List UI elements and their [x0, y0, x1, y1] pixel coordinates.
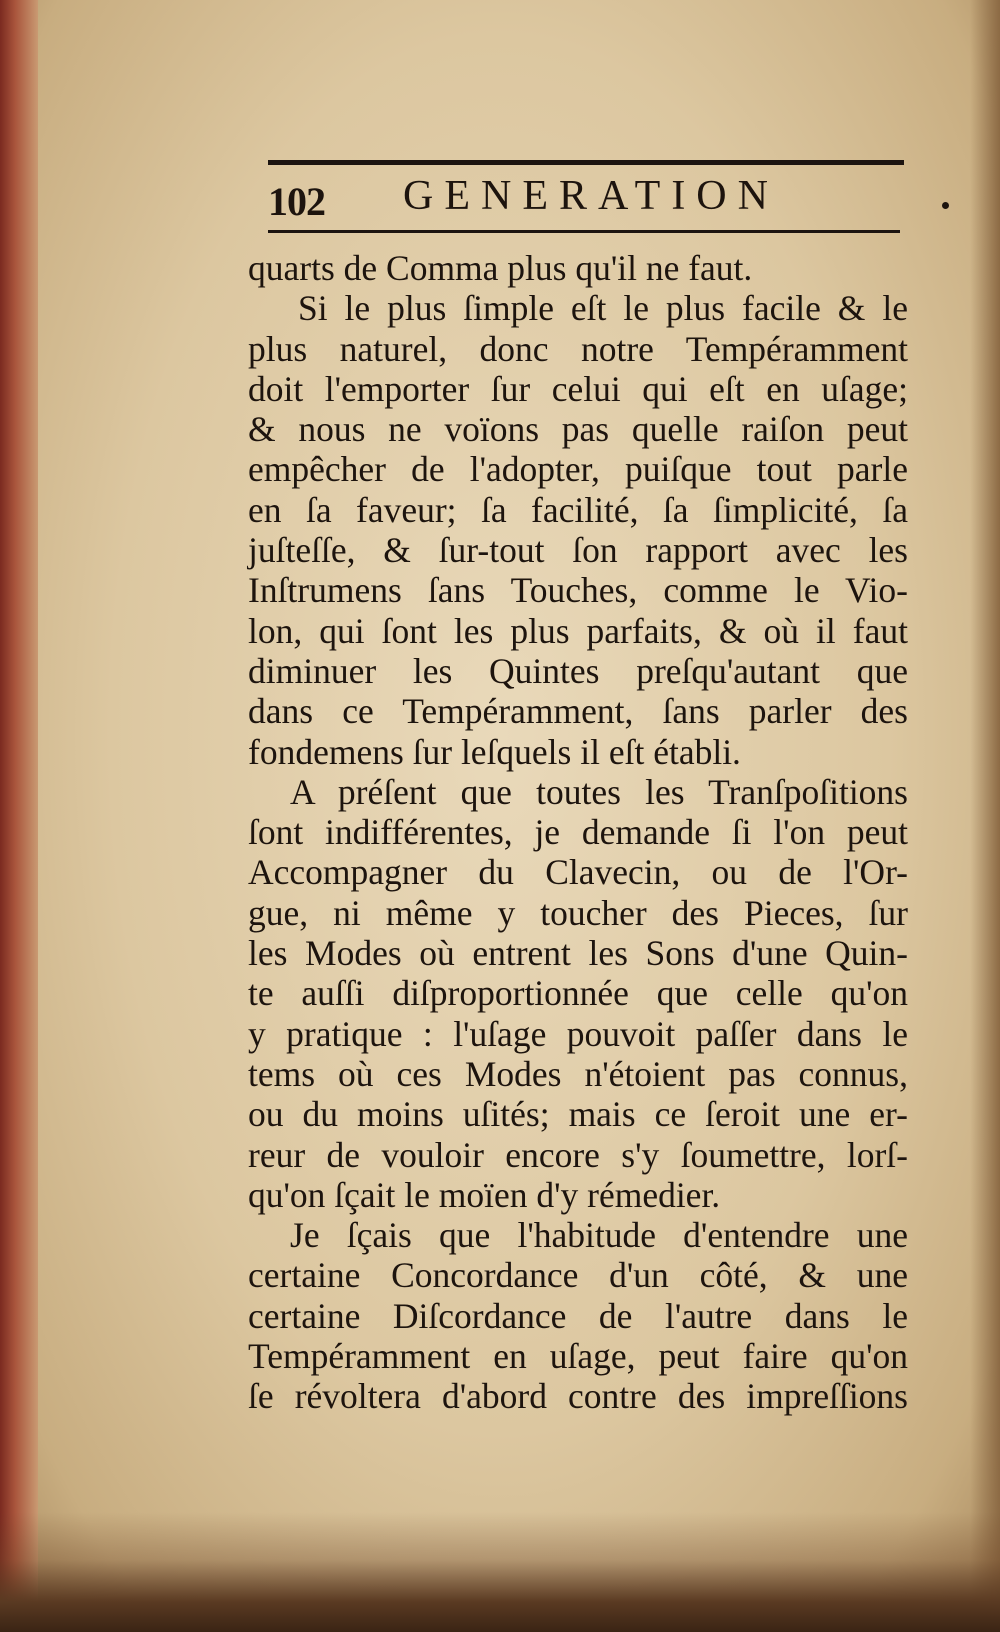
running-header [268, 172, 908, 224]
text-line: lon, qui ſont les plus parfaits, & où il faut [248, 610, 908, 651]
text-line: doit l'emporter ſur celui qui eſt en uſage; [248, 368, 908, 409]
header-bottom-rule [268, 230, 900, 233]
ink-dot [942, 202, 949, 209]
text-line: & nous ne voïons pas quelle raiſon peut [248, 409, 908, 450]
text-line: gue, ni même y toucher des Pieces, ſur [248, 892, 908, 933]
text-line: certaine Diſcordance de l'autre dans le [248, 1295, 908, 1336]
text-line: Accompagner du Clavecin, ou de l'Or- [248, 852, 908, 893]
text-line: Tempéramment en uſage, peut faire qu'on [248, 1336, 908, 1377]
text-line: ſe révoltera d'abord contre des impreſſions [248, 1376, 908, 1417]
running-title: GENERATION [403, 173, 779, 219]
text-line: certaine Concordance d'un côté, & une [248, 1255, 908, 1296]
text-line: fondemens ſur leſquels il eſt établi. [248, 731, 741, 772]
text-line: A préſent que toutes les Tranſpoſitions [290, 771, 908, 812]
page-number: 102 [268, 179, 325, 224]
page-right-edge [970, 0, 1000, 1632]
text-line: qu'on ſçait le moïen d'y rémedier. [248, 1174, 721, 1215]
text-line: tems où ces Modes n'étoient pas connus, [248, 1053, 908, 1094]
text-line: quarts de Comma plus qu'il ne faut. [248, 248, 753, 288]
text-line: te auſſi diſproportionnée que celle qu'on [248, 973, 908, 1014]
text-line: plus naturel, donc notre Tempéramment [248, 328, 908, 369]
body-text [248, 248, 908, 1417]
text-line: Je ſçais que l'habitude d'entendre une [290, 1215, 908, 1256]
text-line: empêcher de l'adopter, puiſque tout parle [248, 449, 908, 490]
page-left-edge [0, 0, 38, 1632]
text-line: juſteſſe, & ſur-tout ſon rapport avec les [248, 530, 908, 571]
text-line: dans ce Tempéramment, ſans parler des [248, 691, 908, 732]
text-line: ſont indifférentes, je demande ſi l'on peut [248, 812, 908, 853]
text-line: ou du moins uſités; mais ce ſeroit une er- [248, 1094, 908, 1135]
text-line: reur de vouloir encore s'y ſoumettre, lorſ- [248, 1134, 908, 1175]
text-line: diminuer les Quintes preſqu'autant que [248, 650, 908, 691]
text-line: les Modes où entrent les Sons d'une Quin- [248, 933, 908, 974]
text-line: y pratique : l'uſage pouvoit paſſer dans le [248, 1013, 908, 1054]
text-line: Si le plus ſimple eſt le plus facile & le [298, 288, 908, 329]
text-line: en ſa faveur; ſa facilité, ſa ſimplicité, ſa [248, 489, 908, 530]
header-top-rule [268, 160, 904, 165]
text-line: Inſtrumens ſans Touches, comme le Vio- [248, 570, 908, 611]
page-bottom-shadow [0, 1512, 1000, 1632]
